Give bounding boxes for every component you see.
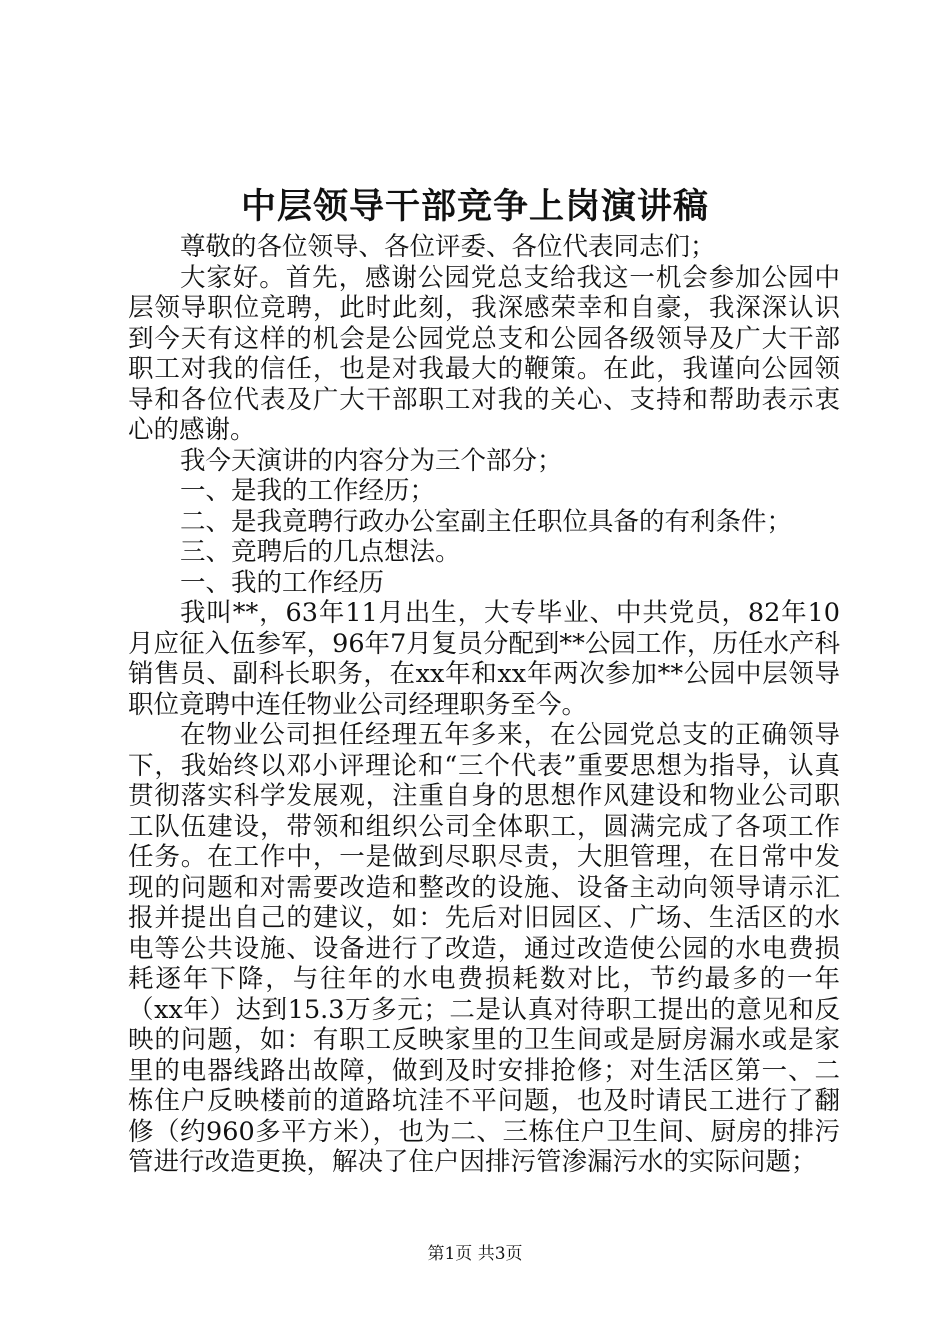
- paragraph-outline-item-1: 一、是我的工作经历；: [180, 476, 436, 506]
- paragraph-outline-item-3: 三、竞聘后的几点想法。: [180, 537, 461, 567]
- paragraph-work-achievements: 在物业公司担任经理五年多来，在公园党总支的正确领导下，我始终以邓小评理论和“三个代表”重要思想为指导，认真贯彻落实科学发展观，注重自身的思想作风建设和物业公司职工队伍建设，带领和组织公司全体职工，圆满完成了各项工作任务。在工作中，一是做到尽职尽责，大胆管理，在日常中发现的问题和对需要改造和整改的设施、设备主动向领导请示汇报并提出自己的建议，如：先后对旧园区、广场、生活区的水电等公共设施、设备进行了改造，通过改造使公园的水电费损耗逐年下降，与往年的水电费损耗数对比，节约最多的一年（xx年）达到15.3万多元；二是认真对待职工提出的意见和反映的问题，如：有职工反映家里的卫生间或是厨房漏水或是家里的电器线路出故障，做到及时安排抢修；对生活区第一、二栋住户反映楼前的道路坑洼不平问题，也及时请民工进行了翻修（约960多平方米），也为二、三栋住户卫生间、厨房的排污管进行改造更换，解决了住户因排污管渗漏污水的实际问题；: [128, 720, 840, 1177]
- page-title: 中层领导干部竞争上岗演讲稿: [240, 186, 709, 227]
- paragraph-opening: 大家好。首先，感谢公园党总支给我这一机会参加公园中层领导职位竞聘，此时此刻，我深感荣幸和自豪，我深深认识到今天有这样的机会是公园党总支和公园各级领导及广大干部职工对我的信任，也是对我最大的鞭策。在此，我谨向公园领导和各位代表及广大干部职工对我的关心、支持和帮助表示衷心的感谢。: [128, 262, 840, 445]
- paragraph-greeting: 尊敬的各位领导、各位评委、各位代表同志们；: [180, 232, 716, 262]
- paragraph-outline: 我今天演讲的内容分为三个部分；: [180, 445, 563, 476]
- document-body: [128, 232, 840, 1178]
- paragraph-outline-item-2: 二、是我竟聘行政办公室副主任职位具备的有利条件；: [180, 506, 793, 537]
- section-heading-work-history: 一、我的工作经历: [180, 567, 385, 598]
- page-footer: 第1页 共3页: [427, 1244, 523, 1264]
- paragraph-biography: 我叫**，63年11月出生，大专毕业、中共党员，82年10月应征入伍参军，96年7月复员分配到**公园工作，历任水产科销售员、副科长职务，在xx年和xx年两次参加**公园中层领导职位竟聘中连任物业公司经理职务至今。: [128, 598, 840, 720]
